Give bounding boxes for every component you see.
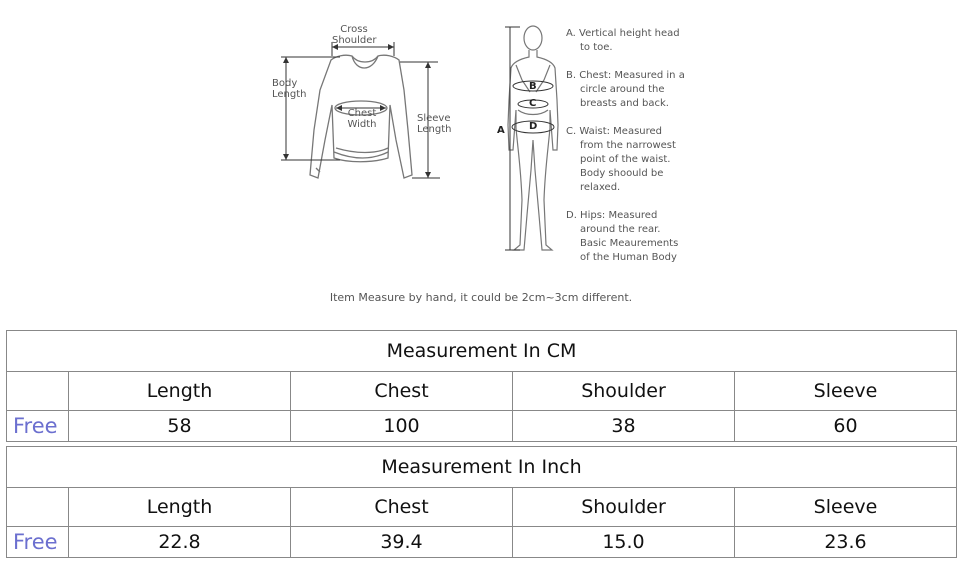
legend-d-line1: D. Hips: Measured xyxy=(566,210,658,221)
sleeve-length-line2: Length xyxy=(417,124,452,135)
legend-a xyxy=(566,27,701,55)
legend-c-line5: relaxed. xyxy=(580,182,621,193)
inch-size-label: Free xyxy=(7,527,69,558)
legend-c-line3: point of the waist. xyxy=(580,154,671,165)
chest-width-label xyxy=(342,108,382,130)
cm-header-shoulder: Shoulder xyxy=(513,372,735,411)
inch-value-length: 22.8 xyxy=(69,527,291,558)
cm-value-length: 58 xyxy=(69,411,291,442)
cross-shoulder-line1: Cross xyxy=(340,24,368,35)
legend-b-line1: B. Chest: Measured in a xyxy=(566,70,685,81)
legend-d-line3: Basic Meaurements xyxy=(580,238,679,249)
legend-b-line3: breasts and back. xyxy=(580,98,669,109)
legend-b xyxy=(566,69,701,111)
legend-c-line4: Body shoould be xyxy=(580,168,664,179)
letter-c: C xyxy=(529,98,537,109)
cm-table xyxy=(6,330,957,442)
cm-header-empty xyxy=(7,372,69,411)
sleeve-length-label xyxy=(417,113,452,135)
body-length-line2: Length xyxy=(272,89,307,100)
chest-width-line1: Chest xyxy=(347,108,377,119)
legend-c-line2: from the narrowest xyxy=(580,140,676,151)
inch-value-chest: 39.4 xyxy=(291,527,513,558)
cm-value-chest: 100 xyxy=(291,411,513,442)
inch-header-empty xyxy=(7,488,69,527)
inch-header-sleeve: Sleeve xyxy=(735,488,957,527)
letter-d: D xyxy=(529,121,538,132)
sleeve-length-line1: Sleeve xyxy=(417,113,451,124)
cm-header-row xyxy=(7,372,957,411)
letter-a: A xyxy=(497,125,505,136)
legend-d-line2: around the rear. xyxy=(580,224,661,235)
body-length-line1: Body xyxy=(272,78,298,89)
inch-table-title: Measurement In Inch xyxy=(7,447,957,488)
cm-header-length: Length xyxy=(69,372,291,411)
cross-shoulder-line2: Shoulder xyxy=(332,35,377,46)
inch-header-shoulder: Shoulder xyxy=(513,488,735,527)
inch-header-chest: Chest xyxy=(291,488,513,527)
legend-a-line2: to toe. xyxy=(580,42,613,53)
cm-header-chest: Chest xyxy=(291,372,513,411)
legend-d-line4: of the Human Body xyxy=(580,252,677,263)
legend-b-line2: circle around the xyxy=(580,84,665,95)
inch-header-row xyxy=(7,488,957,527)
inch-table xyxy=(6,446,957,558)
cm-value-row xyxy=(7,411,957,442)
legend-c xyxy=(566,125,701,195)
cm-value-shoulder: 38 xyxy=(513,411,735,442)
letter-b: B xyxy=(529,81,537,92)
legend-d xyxy=(566,209,701,265)
cm-value-sleeve: 60 xyxy=(735,411,957,442)
inch-header-length: Length xyxy=(69,488,291,527)
legend-c-line1: C. Waist: Measured xyxy=(566,126,663,137)
inch-value-sleeve: 23.6 xyxy=(735,527,957,558)
cm-header-sleeve: Sleeve xyxy=(735,372,957,411)
legend-a-line1: A. Vertical height head xyxy=(566,28,680,39)
cm-size-label: Free xyxy=(7,411,69,442)
inch-value-row xyxy=(7,527,957,558)
cross-shoulder-label xyxy=(332,24,376,46)
inch-value-shoulder: 15.0 xyxy=(513,527,735,558)
measurement-legend xyxy=(566,27,701,279)
measurement-note: Item Measure by hand, it could be 2cm~3cm different. xyxy=(329,291,633,304)
cm-table-title: Measurement In CM xyxy=(7,331,957,372)
body-length-label xyxy=(272,78,307,100)
chest-width-line2: Width xyxy=(347,119,377,130)
